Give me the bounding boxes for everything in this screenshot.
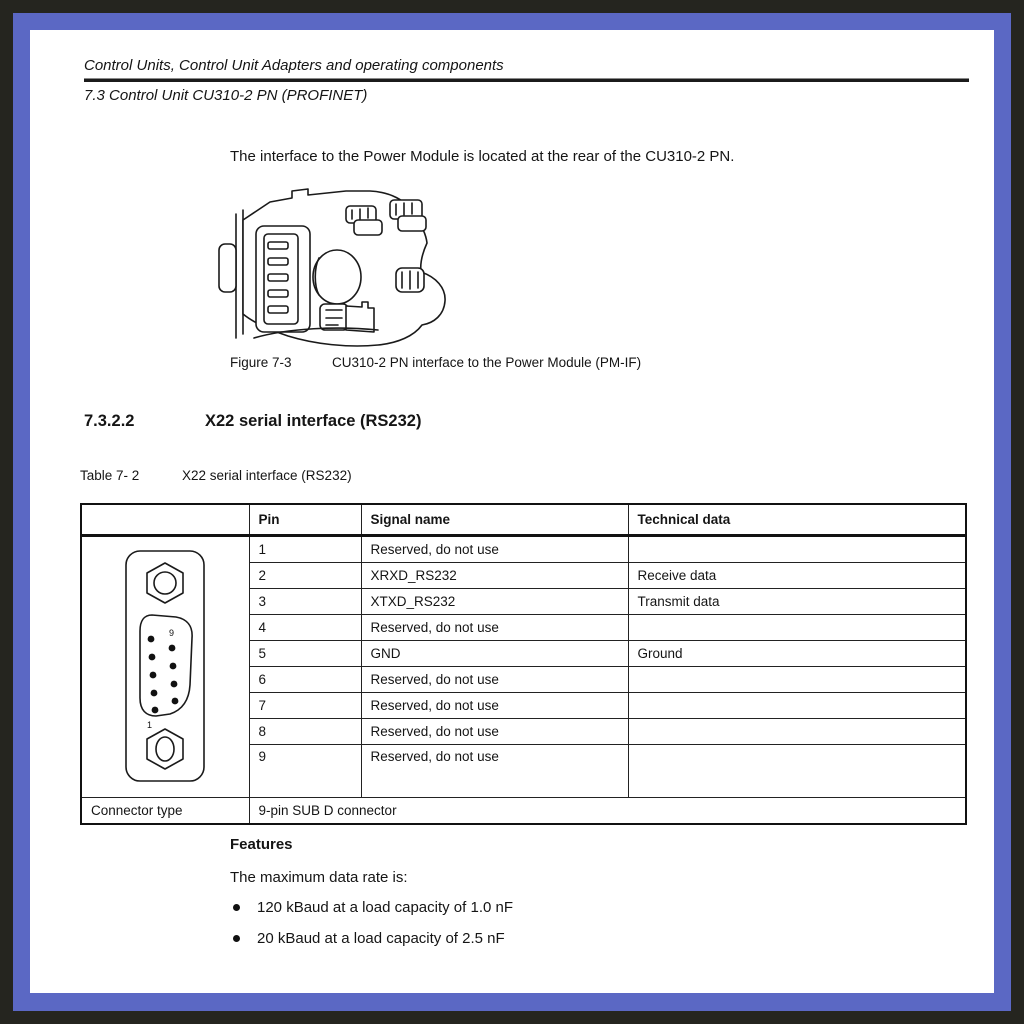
pin-cell: 3 [249, 589, 361, 615]
header-connector-blank [81, 504, 249, 536]
features-title: Features [230, 836, 293, 853]
figure-caption [230, 355, 641, 370]
pin-cell: 9 [249, 745, 361, 798]
signal-cell: Reserved, do not use [361, 667, 628, 693]
db9-connector-cell [81, 536, 249, 798]
intro-paragraph: The interface to the Power Module is located at the rear of the CU310-2 PN. [230, 148, 735, 165]
signal-cell: XTXD_RS232 [361, 589, 628, 615]
tech-cell [628, 615, 966, 641]
figure-caption-text: CU310-2 PN interface to the Power Module (PM-IF) [332, 355, 642, 370]
feature-bullet-text: 120 kBaud at a load capacity of 1.0 nF [257, 899, 514, 916]
signal-cell: Reserved, do not use [361, 719, 628, 745]
signal-cell: XRXD_RS232 [361, 563, 628, 589]
list-item [230, 930, 790, 947]
feature-bullet-text: 20 kBaud at a load capacity of 2.5 nF [257, 930, 505, 947]
section-title: X22 serial interface (RS232) [205, 412, 422, 430]
list-item [230, 899, 790, 916]
tech-cell [628, 667, 966, 693]
section-number: 7.3.2.2 [84, 412, 135, 430]
features-intro: The maximum data rate is: [230, 869, 408, 886]
table-row [81, 536, 966, 563]
chapter-title: Control Units, Control Unit Adapters and operating components [84, 57, 504, 74]
cu310-rear-drawing-svg [218, 180, 456, 352]
table-caption-text: X22 serial interface (RS232) [182, 468, 352, 483]
features-list [230, 899, 790, 947]
bullet-icon [233, 904, 240, 911]
pin9-label: 9 [169, 627, 175, 638]
tech-cell [628, 745, 966, 798]
pin-cell: 2 [249, 563, 361, 589]
bullet-icon [233, 935, 240, 942]
header-pin: Pin [249, 504, 361, 536]
connector-type-label: Connector type [81, 798, 249, 825]
table-header-row [81, 504, 966, 536]
pin-cell: 1 [249, 536, 361, 563]
header-signal: Signal name [361, 504, 628, 536]
x22-pin-table [80, 503, 967, 825]
section-heading [84, 412, 421, 431]
pin-cell: 6 [249, 667, 361, 693]
tech-cell: Ground [628, 641, 966, 667]
connector-type-value: 9-pin SUB D connector [249, 798, 966, 825]
pin-cell: 7 [249, 693, 361, 719]
running-header [84, 57, 969, 104]
pin1-label: 1 [147, 719, 153, 730]
header-tech: Technical data [628, 504, 966, 536]
tech-cell: Receive data [628, 563, 966, 589]
figure-drawing [218, 180, 456, 357]
db9-connector-icon [120, 547, 210, 785]
tech-cell: Transmit data [628, 589, 966, 615]
connector-type-row [81, 798, 966, 825]
section-breadcrumb: 7.3 Control Unit CU310-2 PN (PROFINET) [84, 87, 368, 104]
tech-cell [628, 536, 966, 563]
figure-label: Figure 7-3 [230, 355, 292, 370]
table-caption [80, 468, 352, 483]
signal-cell: GND [361, 641, 628, 667]
document-page [30, 30, 994, 993]
signal-cell: Reserved, do not use [361, 536, 628, 563]
features-section [230, 836, 790, 961]
table-label: Table 7- 2 [80, 468, 140, 483]
tech-cell [628, 719, 966, 745]
pin-cell: 5 [249, 641, 361, 667]
signal-cell: Reserved, do not use [361, 745, 628, 798]
signal-cell: Reserved, do not use [361, 693, 628, 719]
pin-cell: 4 [249, 615, 361, 641]
tech-cell [628, 693, 966, 719]
signal-cell: Reserved, do not use [361, 615, 628, 641]
pin-cell: 8 [249, 719, 361, 745]
